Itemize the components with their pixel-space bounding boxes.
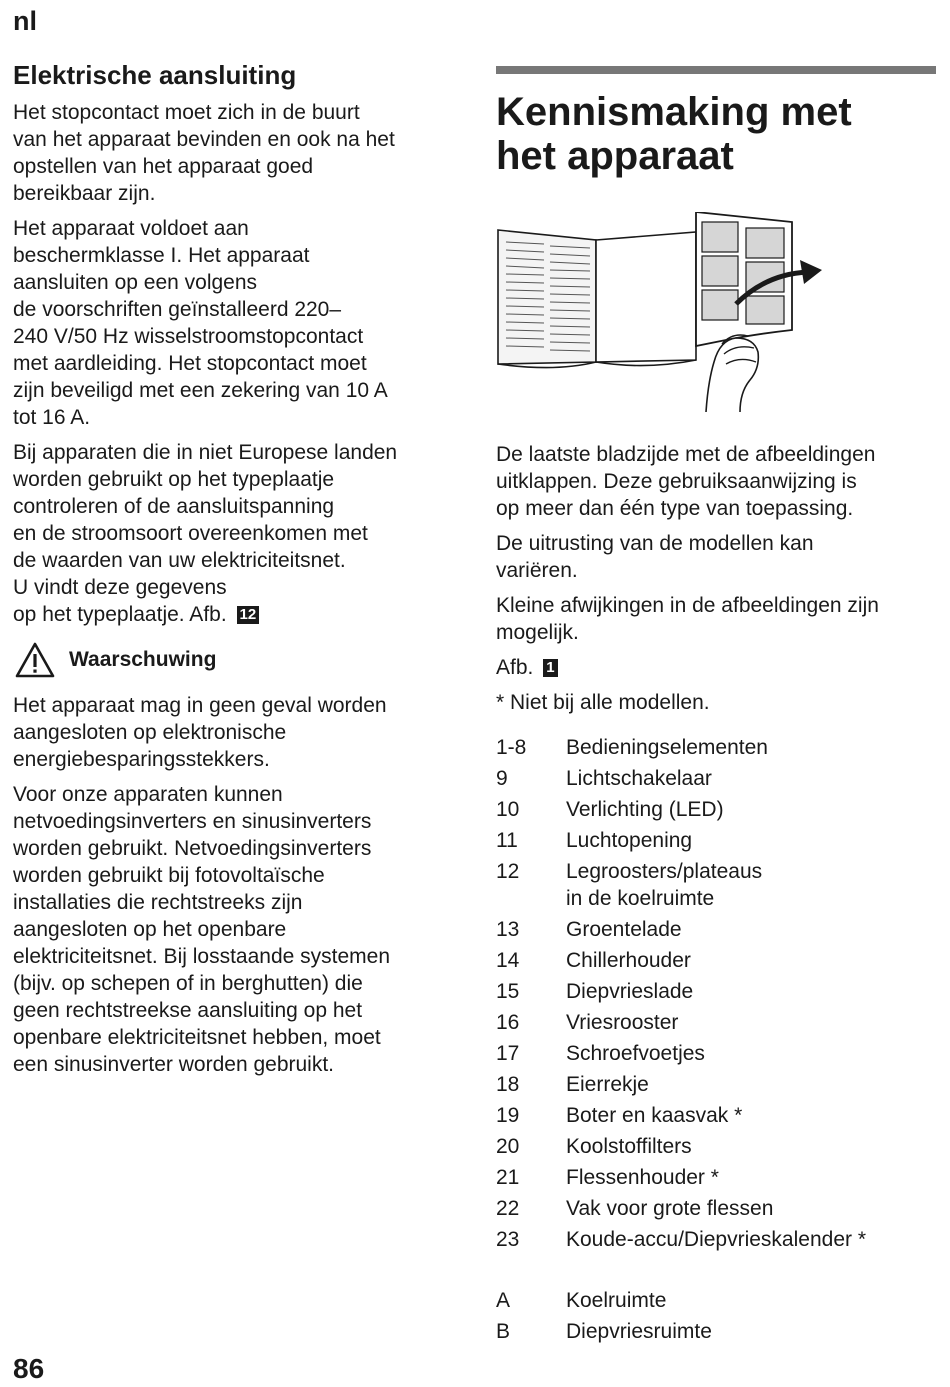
legend-number: 23 [496,1228,520,1251]
afb-label: Afb. [496,656,534,679]
paragraph-deviations: Kleine afwijkingen in de afbeeldingen zijn mogelijk. [496,594,879,644]
legend-item [496,1040,936,1067]
legend-item [496,1164,936,1191]
intro-text [496,441,936,716]
legend-number: 19 [496,1104,520,1127]
legend-item [496,1287,936,1314]
legend-item [496,1102,936,1129]
paragraph-protection-class: Het apparaat voldoet aan beschermklasse I. Het apparaat aansluiten op een volgens de voorschriften geïnstalleerd 220– 240 V/50 Hz wisselstroomstopcontact met aardleiding. Het stopcontact moet zijn beveiligd met een zekering van 10 A tot 16 A. [13,217,388,429]
left-column [13,58,463,1086]
legend-number: 11 [496,829,518,852]
legend-number: 14 [496,949,520,972]
legend-label: Groentelade [566,918,682,941]
legend-label: Bedieningselementen [566,736,768,759]
legend-number: 13 [496,918,520,941]
warning-paragraph-inverters: Voor onze apparaten kunnen netvoedingsinverters en sinusinverters worden gebruikt. Netvoedingsinverters worden gebruikt bij fotovoltaïsche installaties die rechtstreeks zijn aangesloten op het openbare elektriciteitsnet. Bij losstaande systemen (bijv. op schepen of in berghutten) die geen rechtstreekse aansluiting op het openbare elektriciteitsnet hebben, moet een sinusinverter worden gebruikt. [13,783,391,1076]
figure-ref-badge: 1 [543,659,557,677]
paragraph-foreign-countries-text: Bij apparaten die in niet Europese landen worden gebruikt op het typeplaatje controleren of de aansluitspanning en de stroomsoort overeenkomen met de waarden van uw elektriciteitsnet. U vindt deze gegevens op het typeplaatje. Afb. [13,441,398,626]
page-number: 86 [13,1353,45,1384]
language-label: nl [13,6,37,36]
legend-item [496,916,936,943]
legend-number: 10 [496,798,520,821]
legend-label: Koelruimte [566,1289,667,1312]
section-title-introduction-text: Kennismaking met het apparaat [496,90,852,178]
legend-number: 22 [496,1197,520,1220]
legend-label: Diepvrieslade [566,980,694,1003]
paragraph-foreign-countries [13,439,463,628]
section-title-introduction [496,90,936,178]
legend-label: Diepvriesruimte [566,1320,712,1343]
warning-triangle-icon [15,642,55,678]
legend-label: Legroosters/plateaus in de koelruimte [566,860,763,910]
legend-item [496,1195,936,1222]
legend-number: 12 [496,860,520,883]
legend-number: 17 [496,1042,520,1065]
legend-item [496,1009,936,1036]
legend-spacer [496,1257,936,1287]
paragraph-models-vary: De uitrusting van de modellen kan variëren. [496,532,814,582]
legend-number: 9 [496,767,508,790]
legend-label: Flessenhouder * [566,1166,719,1189]
legend-number: A [496,1289,511,1312]
right-column [496,66,936,1349]
legend-item [496,765,936,792]
legend-number: B [496,1320,511,1343]
legend-label: Verlichting (LED) [566,798,724,821]
legend-number: 16 [496,1011,520,1034]
legend-label: Luchtopening [566,829,693,852]
section-rule [496,66,936,74]
manual-foldout-illustration [496,212,826,422]
paragraph-foldout: De laatste bladzijde met de afbeeldingen uitklappen. Deze gebruiksaanwijzing is op meer dan één type van toepassing. [496,443,876,520]
legend-label: Eierrekje [566,1073,649,1096]
warning-header [13,642,463,678]
legend-number: 18 [496,1073,520,1096]
legend-item [496,858,936,912]
legend-number: 15 [496,980,520,1003]
legend-label: Koolstoffilters [566,1135,692,1158]
legend-item [496,1226,936,1253]
legend-label: Boter en kaasvak * [566,1104,743,1127]
legend-item [496,1133,936,1160]
legend-item [496,1071,936,1098]
legend-label: Vriesrooster [566,1011,679,1034]
footnote: * Niet bij alle modellen. [496,691,710,714]
legend-label: Schroefvoetjes [566,1042,705,1065]
legend-number: 1-8 [496,736,527,759]
legend-label: Koude-accu/Diepvrieskalender * [566,1228,866,1251]
warning-title: Waarschuwing [69,648,217,671]
legend-item [496,1318,936,1345]
figure-ref-badge: 12 [237,606,260,624]
section-title-electrical: Elektrische aansluiting [13,60,297,90]
legend-number: 20 [496,1135,520,1158]
legend-item [496,947,936,974]
legend-list [496,734,936,1345]
legend-item [496,734,936,761]
legend-label: Vak voor grote flessen [566,1197,774,1220]
legend-item [496,796,936,823]
legend-item [496,978,936,1005]
figure-reference [496,654,936,681]
legend-item [496,827,936,854]
legend-label: Chillerhouder [566,949,691,972]
legend-label: Lichtschakelaar [566,767,712,790]
paragraph-socket-location: Het stopcontact moet zich in de buurt van het apparaat bevinden en ook na het opstellen van het apparaat goed bereikbaar zijn. [13,101,395,205]
warning-paragraph-energy-plugs: Het apparaat mag in geen geval worden aangesloten op elektronische energiebesparingsstekkers. [13,694,387,771]
legend-number: 21 [496,1166,520,1189]
